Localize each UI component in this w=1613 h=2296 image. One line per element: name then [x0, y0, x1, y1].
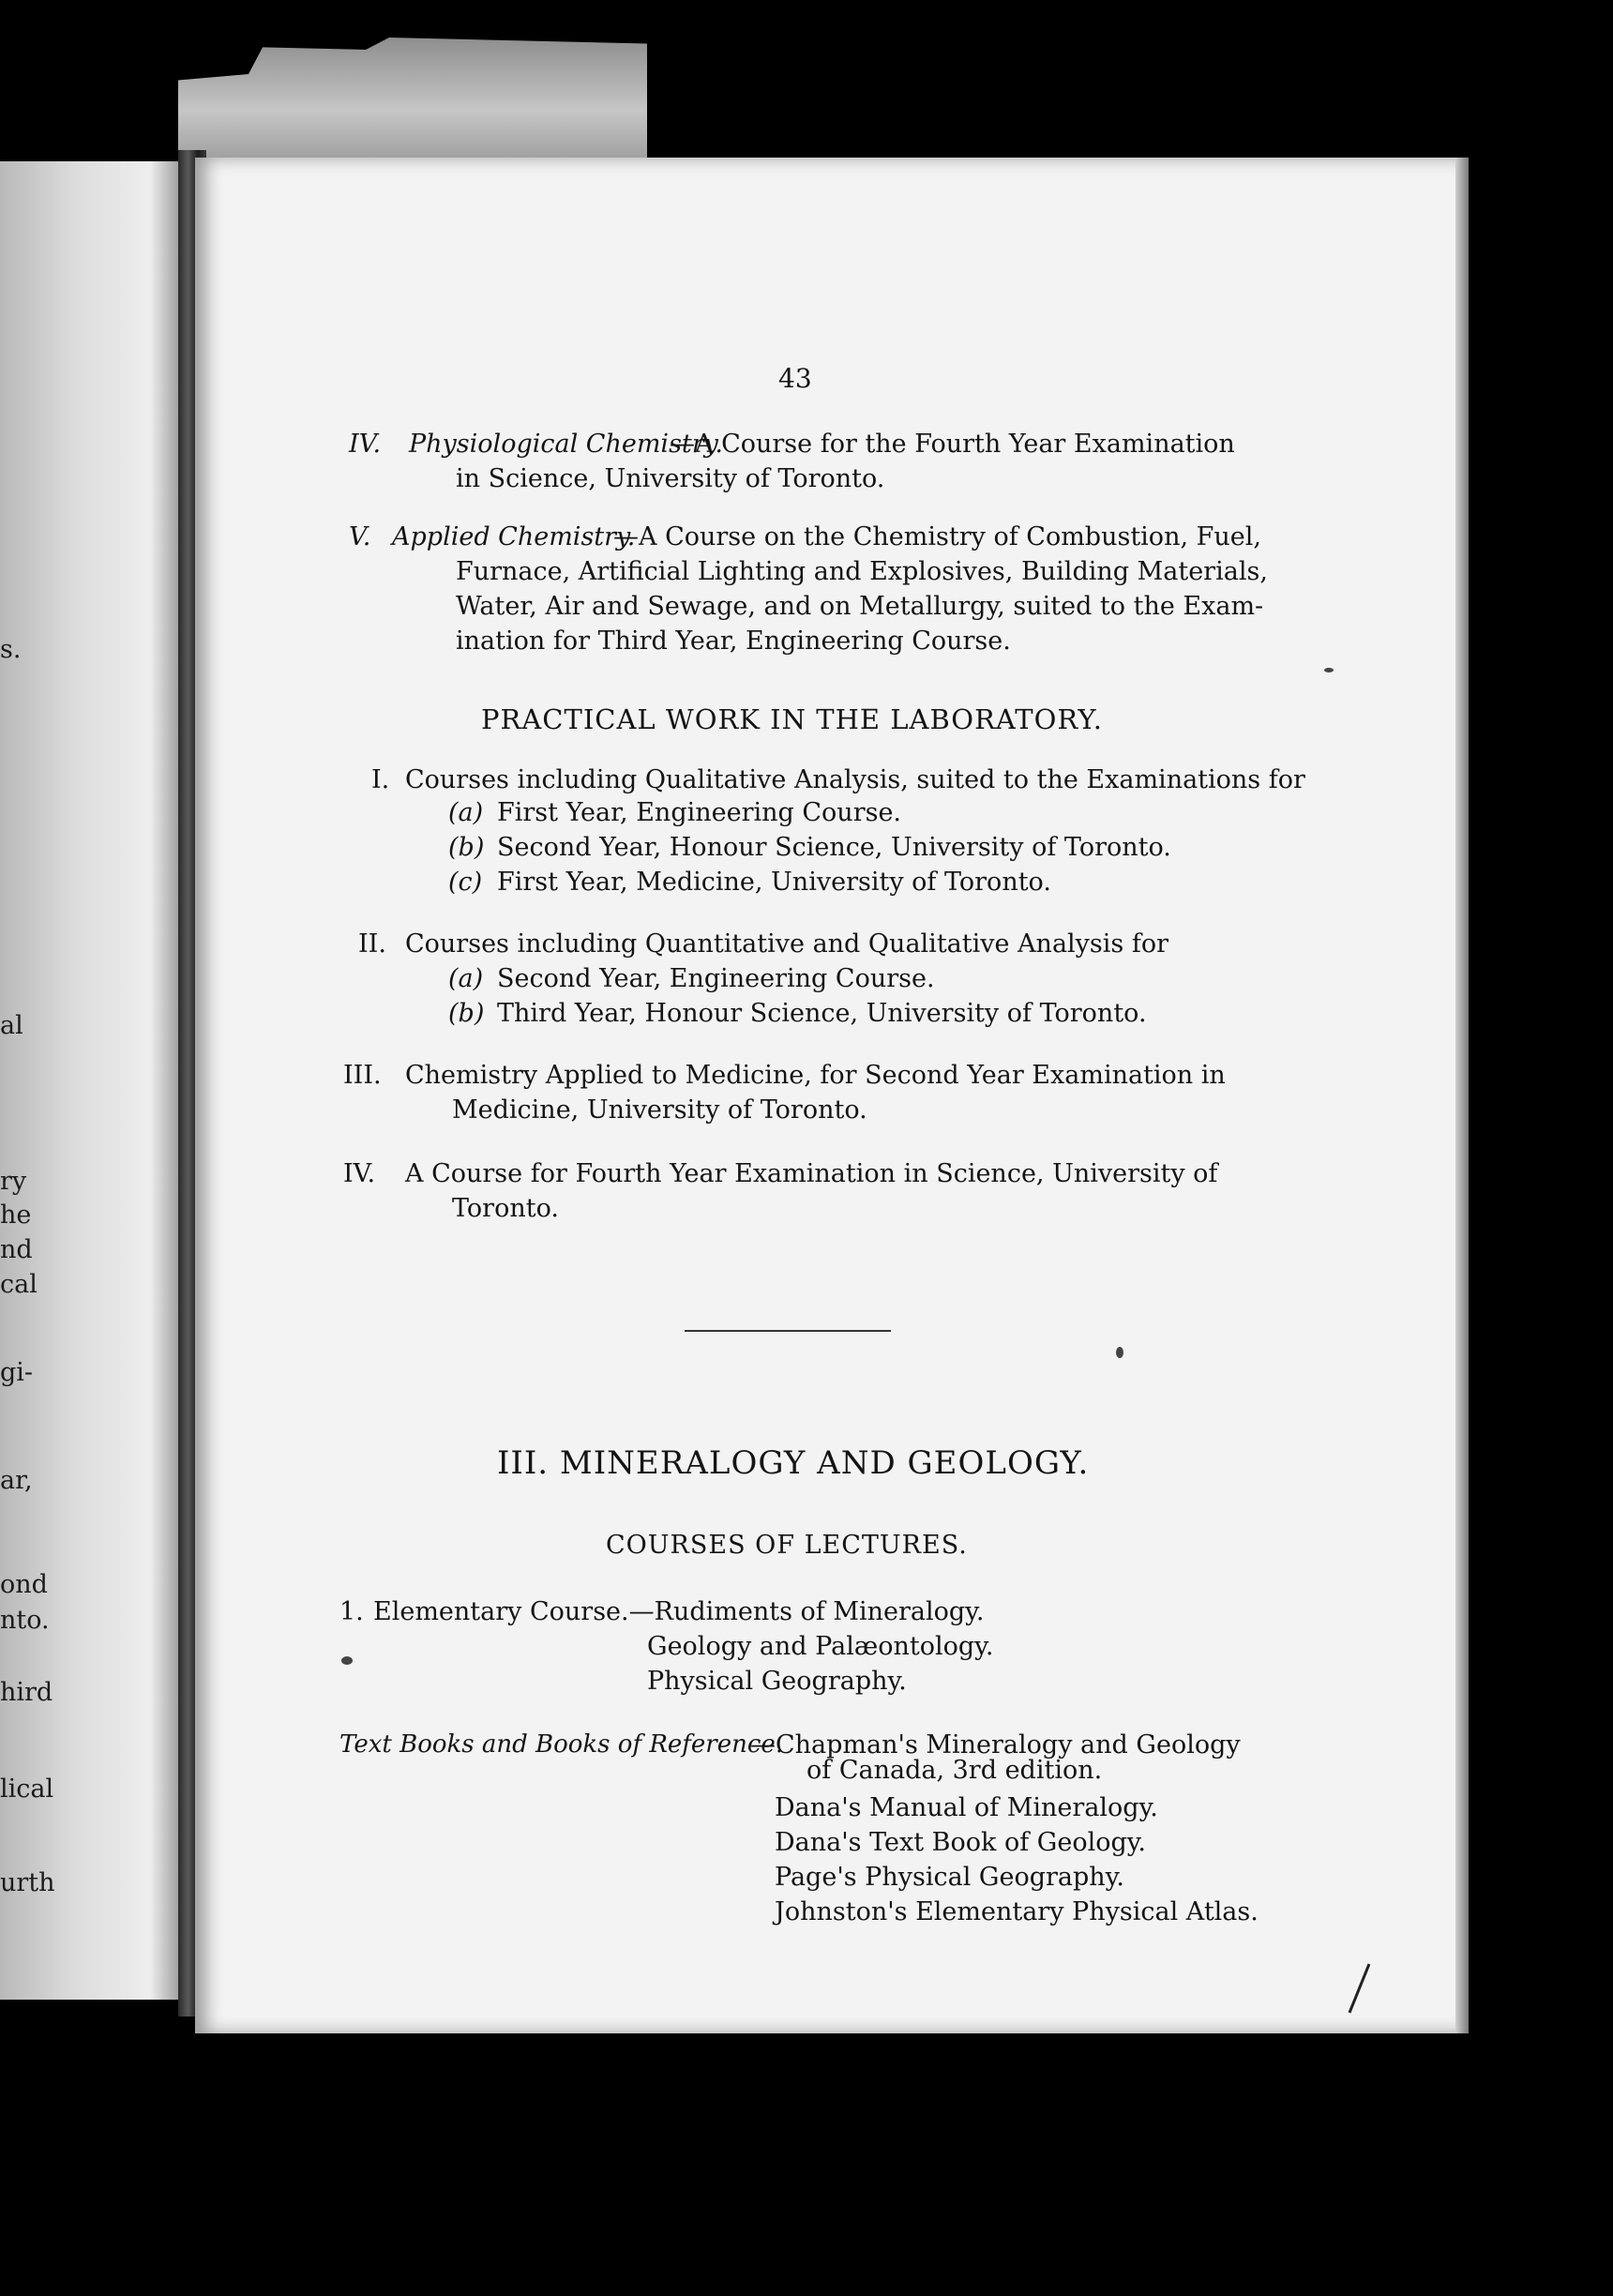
course-subject: Geology and Palæontology.: [647, 1632, 994, 1661]
reference-book: Johnston's Elementary Physical Atlas.: [775, 1897, 1259, 1926]
item-numeral: 1.: [339, 1597, 364, 1626]
section-divider: [685, 1330, 891, 1332]
ink-speck: [1116, 1347, 1123, 1358]
left-page-fragment: ar,: [0, 1466, 33, 1495]
sub-item-label: (b): [448, 999, 485, 1028]
left-page-fragment: al: [0, 1011, 23, 1040]
subsection-heading: COURSES OF LECTURES.: [606, 1531, 968, 1560]
left-page-fragment: cal: [0, 1270, 38, 1299]
left-page-fragment: he: [0, 1201, 32, 1230]
course-title: Applied Chemistry.: [392, 522, 636, 551]
sub-item-text: Second Year, Honour Science, University of Toronto.: [497, 833, 1171, 862]
course-numeral: V.: [349, 522, 371, 551]
course-title: Physiological Chemistry.: [409, 430, 723, 459]
course-subject: Physical Geography.: [647, 1667, 907, 1696]
sub-item-text: First Year, Engineering Course.: [497, 798, 902, 827]
page-number: 43: [778, 363, 812, 394]
left-page: [0, 161, 188, 2000]
sub-item-text: Second Year, Engineering Course.: [497, 964, 935, 993]
left-page-fragment: s.: [0, 635, 22, 664]
course-text: —A Course for the Fourth Year Examination: [670, 430, 1235, 459]
sub-item-text: First Year, Medicine, University of Toronto.: [497, 868, 1051, 897]
left-page-fragment: gi-: [0, 1358, 34, 1387]
reference-book: Dana's Manual of Mineralogy.: [775, 1793, 1158, 1822]
text-books-label: Text Books and Books of Reference.: [339, 1730, 784, 1759]
item-text: Chemistry Applied to Medicine, for Second Year Examination in: [405, 1061, 1226, 1090]
item-text: Courses including Quantitative and Qualitative Analysis for: [405, 929, 1169, 959]
left-page-fragment: ry: [0, 1167, 27, 1196]
left-page-fragment: ond: [0, 1570, 48, 1599]
main-section-heading: III. MINERALOGY AND GEOLOGY.: [497, 1444, 1090, 1482]
course-text: —A Course on the Chemistry of Combustion, Fuel,: [613, 522, 1261, 551]
sub-item-label: (a): [448, 798, 484, 827]
item-numeral: II.: [358, 929, 386, 959]
left-page-fragment: nto.: [0, 1606, 50, 1635]
course-text: Water, Air and Sewage, and on Metallurgy, suited to the Exam-: [456, 592, 1264, 621]
reference-book: of Canada, 3rd edition.: [806, 1756, 1103, 1785]
left-page-fragment: urth: [0, 1868, 55, 1897]
left-page-fragment: hird: [0, 1678, 53, 1707]
course-text: ination for Third Year, Engineering Course.: [456, 627, 1011, 656]
course-numeral: IV.: [349, 430, 382, 459]
item-numeral: III.: [343, 1061, 382, 1090]
item-numeral: IV.: [343, 1159, 376, 1188]
item-text: A Course for Fourth Year Examination in Science, University of: [405, 1159, 1218, 1188]
item-numeral: I.: [371, 765, 390, 794]
item-text: Medicine, University of Toronto.: [452, 1095, 867, 1125]
elementary-course-line: Elementary Course.—Rudiments of Mineralogy.: [373, 1597, 985, 1626]
left-page-fragment: lical: [0, 1775, 54, 1804]
item-text: Toronto.: [452, 1194, 559, 1223]
reference-book: —Chapman's Mineralogy and Geology: [750, 1730, 1241, 1760]
sub-item-label: (c): [448, 868, 483, 897]
item-text: Courses including Qualitative Analysis, suited to the Examinations for: [405, 765, 1305, 794]
sub-item-label: (a): [448, 964, 484, 993]
page-edge: [1455, 158, 1469, 2033]
ink-speck: [1324, 668, 1334, 672]
sub-item-text: Third Year, Honour Science, University of Toronto.: [497, 999, 1147, 1028]
course-text: Furnace, Artificial Lighting and Explosives, Building Materials,: [456, 557, 1268, 586]
left-page-fragment: nd: [0, 1235, 33, 1264]
sub-item-label: (b): [448, 833, 485, 862]
section-heading: PRACTICAL WORK IN THE LABORATORY.: [481, 703, 1103, 735]
torn-paper-tab: [178, 38, 647, 159]
reference-book: Dana's Text Book of Geology.: [775, 1828, 1146, 1857]
reference-book: Page's Physical Geography.: [775, 1863, 1124, 1892]
ink-speck: [341, 1656, 353, 1665]
course-text: in Science, University of Toronto.: [456, 464, 885, 493]
